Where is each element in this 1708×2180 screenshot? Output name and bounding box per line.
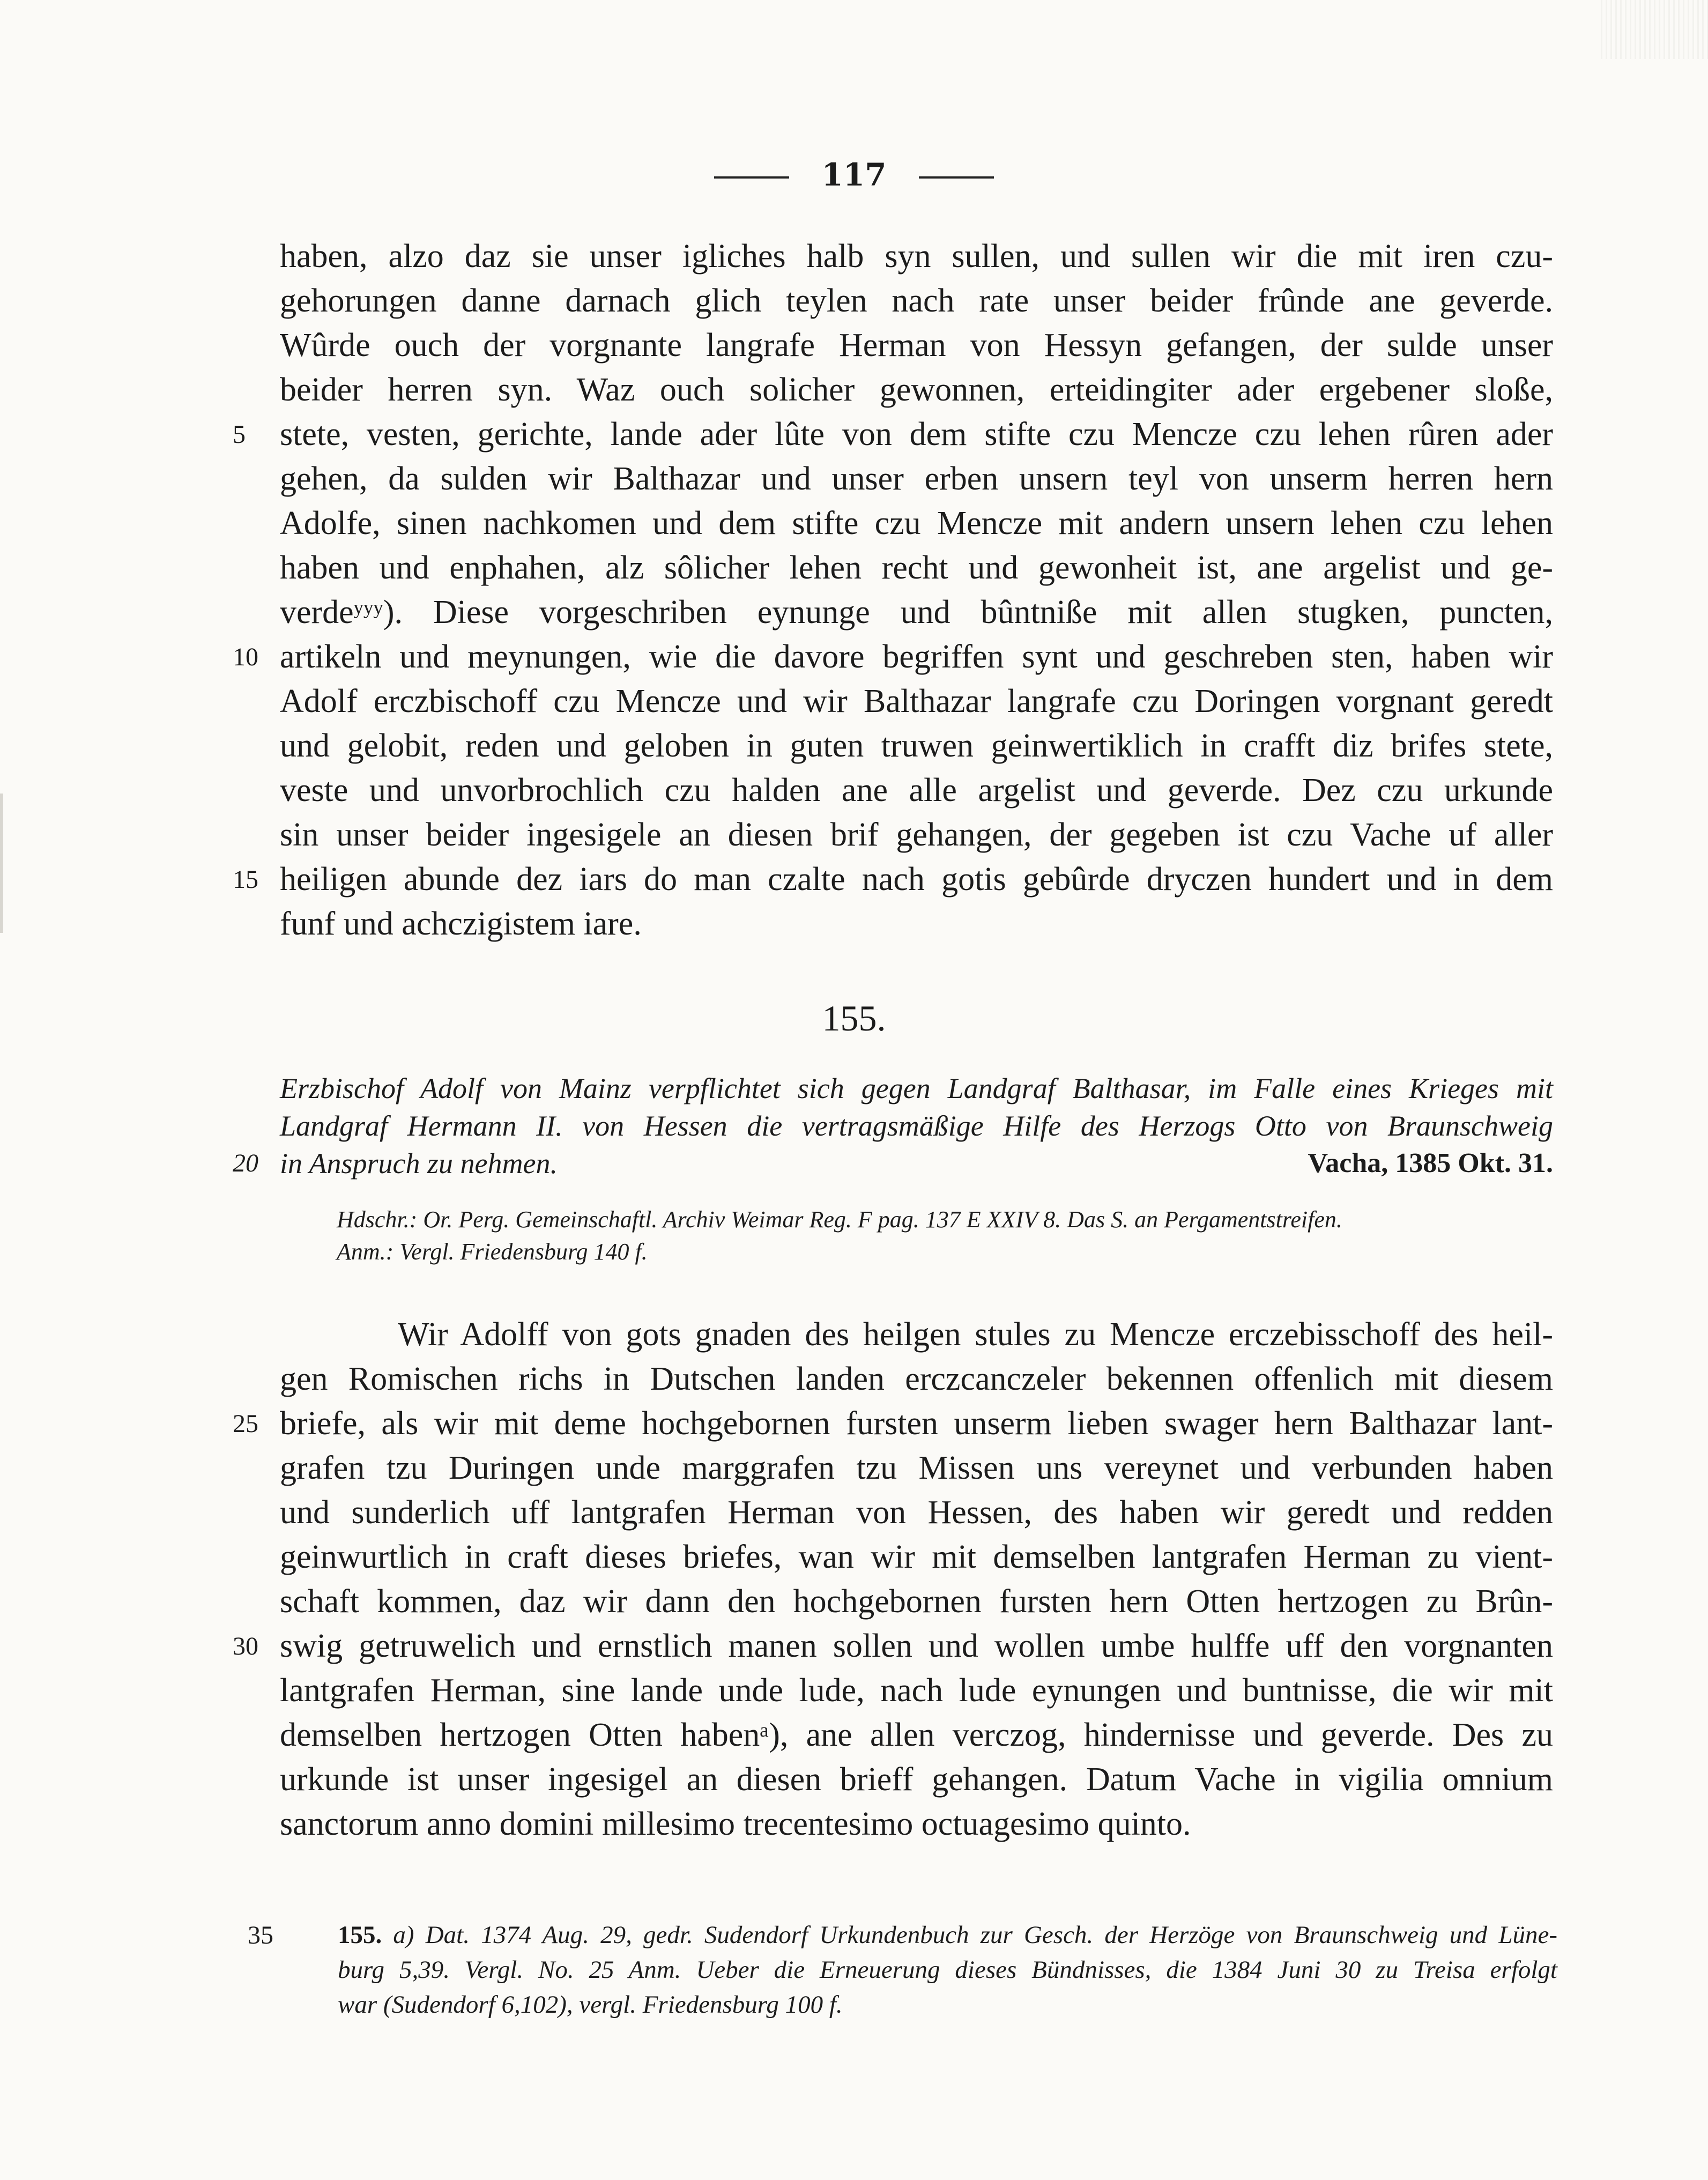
text-line [280,1357,1553,1402]
text-line [338,1953,1557,1988]
text-line [280,1802,1553,1847]
text-line [233,1624,1553,1669]
text-line [280,1491,1553,1535]
line-text: Adolfe, sinen nachkomen und dem stifte czu Mencze mit andern unsern lehen czu lehen [280,505,1553,542]
text-line [280,1758,1553,1802]
line-text: schaft kommen, daz wir dann den hochgebornen fursten hern Otten hertzogen zu Brûn- [280,1583,1553,1620]
scan-artifact [1601,0,1708,59]
text-line [280,1107,1553,1145]
page-number: 117 [821,157,887,193]
text-line [280,813,1553,857]
line-text: geinwurtlich in craft dieses briefes, wan wir mit demselben lantgrafen Herman zu vient- [280,1539,1553,1575]
line-text: grafen tzu Duringen unde marggrafen tzu Missen uns vereynet und verbunden haben [280,1450,1553,1486]
line-text: Anm.: Vergl. Friedensburg 140 f. [337,1239,648,1265]
line-text: stete, vesten, gerichte, lande ader lûte von dem stifte czu Mencze czu lehen rûren ader [280,416,1553,453]
text-line [280,457,1553,501]
line-text: gen Romischen richs in Dutschen landen erczcanczeler bekennen offenlich mit diesem [280,1361,1553,1397]
line-text: gehen, da sulden wir Balthazar und unser erben unsern teyl von unserm herren hern [280,461,1553,497]
document-154-text-end [233,234,1553,946]
line-text: verdeʸʸʸ). Diese vorgeschriben eynunge und bûntniße mit allen stugken, puncten, [280,594,1553,631]
text-line [280,1580,1553,1624]
text-line [233,1145,1553,1182]
line-text: Landgraf Hermann II. von Hessen die vertragsmäßige Hilfe des Herzogs Otto von Braunschweig [280,1110,1553,1142]
line-text: haben und enphahen, alz sôlicher lehen recht und gewonheit ist, ane argelist und ge- [280,550,1553,586]
text-line [233,1402,1553,1446]
text-line [280,724,1553,768]
scan-artifact [0,794,3,933]
line-number: 20 [233,1149,258,1177]
text-line [280,1713,1553,1758]
line-text: in Anspruch zu nehmen. [280,1147,558,1180]
document-155-text [233,1313,1553,1847]
line-text: veste und unvorbrochlich czu halden ane alle argelist und geverde. Dez czu urkunde [280,772,1553,809]
line-number: 35 [248,1921,273,1949]
line-text: Wir Adolff von gots gnaden des heilgen stules zu Mencze erczebisschoff des heil- [398,1316,1553,1353]
line-text: und gelobit, reden und geloben in guten truwen geinwertiklich in crafft diz brifes stete, [280,728,1553,764]
source-note [337,1204,1559,1268]
line-number: 25 [233,1410,258,1438]
text-line [233,412,1553,457]
line-text: gehorungen danne darnach glich teylen nach rate unser beider frûnde ane geverde. [280,283,1553,319]
text-line [280,1313,1553,1357]
line-text: heiligen abunde dez iars do man czalte nach gotis gebûrde dryczen hundert und in dem [280,861,1553,898]
line-text: Hdschr.: Or. Perg. Gemeinschaftl. Archiv Weimar Reg. F pag. 137 E XXIV 8. Das S. an Pergamentstreifen. [337,1206,1342,1233]
line-text: Adolf erczbischoff czu Mencze und wir Balthazar langrafe czu Doringen vorgnant geredt [280,683,1553,720]
text-line [280,679,1553,724]
text-line [280,590,1553,635]
text-line [338,1988,1557,2022]
text-line [233,635,1553,679]
header-dash [919,176,994,179]
header-dash [714,176,789,179]
text-line [280,368,1553,412]
document-number: 155. [822,998,886,1039]
line-number: 10 [233,643,258,671]
source-line [337,1204,1559,1236]
line-text: Wûrde ouch der vorgnante langrafe Herman von Hessyn gefangen, der sulde unser [280,327,1553,364]
line-text: artikeln und meynungen, wie die davore begriffen synt und geschreben sten, haben wir [280,639,1553,675]
line-text: war (Sudendorf 6,102), vergl. Friedensburg 100 f. [338,1991,843,2019]
line-text: urkunde ist unser ingesigel an diesen brieff gehangen. Datum Vache in vigilia omnium [280,1761,1553,1798]
line-text: lantgrafen Herman, sine lande unde lude, nach lude eynungen und buntnisse, die wir mit [280,1672,1553,1709]
text-line [280,279,1553,323]
line-text: briefe, als wir mit deme hochgebornen fursten unserm lieben swager hern Balthazar lant- [280,1405,1553,1442]
page-header [0,157,1708,193]
text-line [280,1669,1553,1713]
line-text: Erzbischof Adolf von Mainz verpflichtet sich gegen Landgraf Balthasar, im Falle eines Krieges mit [280,1072,1553,1104]
text-line [280,1535,1553,1580]
text-line [280,323,1553,368]
source-line [337,1236,1559,1268]
text-line [280,234,1553,279]
text-line [280,1446,1553,1491]
footnote-number: 155. [338,1921,382,1949]
text-line [280,1070,1553,1107]
text-line [233,857,1553,902]
text-line [280,768,1553,813]
text-line [248,1918,1558,1953]
regest [233,1070,1553,1182]
text-line [280,501,1553,546]
line-number: 15 [233,865,258,894]
line-number: 5 [233,420,246,449]
line-text: beider herren syn. Waz ouch solicher gewonnen, erteidingiter ader ergebener sloße, [280,372,1553,408]
line-text: demselben hertzogen Otten habenᵃ), ane allen verczog, hindernisse und geverde. Des zu [280,1717,1553,1753]
line-text: burg 5,39. Vergl. No. 25 Anm. Ueber die Erneuerung dieses Bündnisses, die 1384 Juni 30 zu Treisa erfolgt [338,1956,1557,1984]
line-text: sanctorum anno domini millesimo trecentesimo octuagesimo quinto. [280,1806,1191,1842]
footnote [248,1918,1558,2022]
place-date: Vacha, 1385 Okt. 31. [1308,1148,1553,1178]
line-text: haben, alzo daz sie unser igliches halb syn sullen, und sullen wir die mit iren czu- [280,238,1553,275]
line-text: swig getruwelich und ernstlich manen sollen und wollen umbe hulffe uff den vorgnanten [280,1628,1553,1664]
text-line [280,546,1553,590]
line-text: a) Dat. 1374 Aug. 29, gedr. Sudendorf Urkundenbuch zur Gesch. der Herzöge von Braunschweig und Lüne- [393,1921,1558,1949]
line-text: und sunderlich uff lantgrafen Herman von Hessen, des haben wir geredt und redden [280,1494,1553,1531]
line-number: 30 [233,1632,258,1660]
line-text: sin unser beider ingesigele an diesen brif gehangen, der gegeben ist czu Vache uf aller [280,817,1553,853]
text-line [280,902,1553,946]
line-text: funf und achczigistem iare. [280,906,642,942]
